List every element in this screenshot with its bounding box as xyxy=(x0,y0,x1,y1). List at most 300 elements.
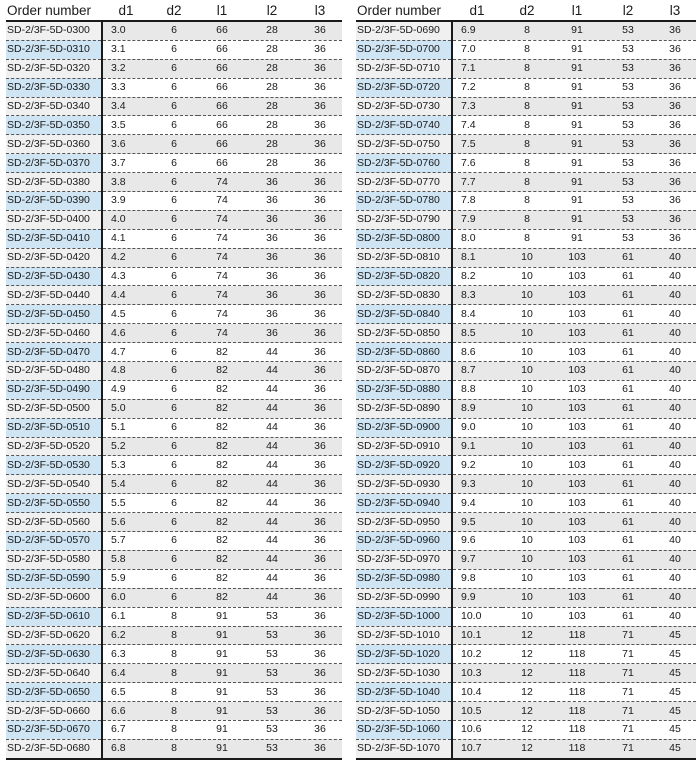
d2-cell: 6 xyxy=(150,21,198,40)
d2-cell: 6 xyxy=(150,550,198,569)
table-row xyxy=(356,702,696,721)
table-row xyxy=(6,437,342,456)
d2-cell: 10 xyxy=(502,569,552,588)
l1-cell: 91 xyxy=(552,78,602,97)
d2-cell: 8 xyxy=(502,192,552,211)
table-body-right xyxy=(356,21,696,759)
d1-cell: 5.3 xyxy=(102,456,150,475)
l2-cell: 28 xyxy=(246,135,298,154)
d1-cell: 3.7 xyxy=(102,154,150,173)
l2-cell: 53 xyxy=(246,607,298,626)
l3-cell: 40 xyxy=(654,456,696,475)
l1-cell: 82 xyxy=(198,513,246,532)
table-row xyxy=(356,683,696,702)
l2-cell: 36 xyxy=(246,286,298,305)
d1-cell: 9.5 xyxy=(452,513,502,532)
l1-cell: 118 xyxy=(552,683,602,702)
l2-cell: 71 xyxy=(602,645,654,664)
l3-cell: 36 xyxy=(298,645,342,664)
d2-cell: 10 xyxy=(502,380,552,399)
l3-cell: 40 xyxy=(654,380,696,399)
d2-cell: 10 xyxy=(502,248,552,267)
l2-cell: 44 xyxy=(246,494,298,513)
order-number-cell: SD-2/3F-5D-0820 xyxy=(356,267,452,286)
table-row xyxy=(6,702,342,721)
d1-cell: 3.1 xyxy=(102,40,150,59)
table-row xyxy=(356,154,696,173)
l1-cell: 91 xyxy=(552,97,602,116)
d1-cell: 5.1 xyxy=(102,418,150,437)
l3-cell: 45 xyxy=(654,702,696,721)
d2-cell: 8 xyxy=(150,626,198,645)
d1-cell: 4.1 xyxy=(102,229,150,248)
d2-cell: 6 xyxy=(150,362,198,381)
order-number-cell: SD-2/3F-5D-0700 xyxy=(356,40,452,59)
order-number-cell: SD-2/3F-5D-0530 xyxy=(6,456,102,475)
order-number-cell: SD-2/3F-5D-0600 xyxy=(6,588,102,607)
table-row xyxy=(356,286,696,305)
l3-cell: 40 xyxy=(654,475,696,494)
header-l2: l2 xyxy=(602,1,654,21)
d1-cell: 8.3 xyxy=(452,286,502,305)
d2-cell: 6 xyxy=(150,569,198,588)
table-row xyxy=(356,456,696,475)
order-number-cell: SD-2/3F-5D-0630 xyxy=(6,645,102,664)
d1-cell: 3.2 xyxy=(102,59,150,78)
l1-cell: 103 xyxy=(552,380,602,399)
l3-cell: 40 xyxy=(654,494,696,513)
l3-cell: 40 xyxy=(654,248,696,267)
table-row xyxy=(356,607,696,626)
d1-cell: 6.2 xyxy=(102,626,150,645)
l3-cell: 40 xyxy=(654,607,696,626)
l3-cell: 36 xyxy=(298,607,342,626)
l2-cell: 36 xyxy=(246,173,298,192)
order-number-cell: SD-2/3F-5D-0940 xyxy=(356,494,452,513)
l1-cell: 91 xyxy=(552,40,602,59)
table-row xyxy=(6,626,342,645)
d2-cell: 10 xyxy=(502,550,552,569)
d2-cell: 8 xyxy=(150,607,198,626)
l3-cell: 36 xyxy=(298,78,342,97)
l3-cell: 36 xyxy=(298,154,342,173)
d2-cell: 8 xyxy=(502,229,552,248)
order-number-cell: SD-2/3F-5D-0450 xyxy=(6,305,102,324)
table-row xyxy=(356,475,696,494)
l3-cell: 36 xyxy=(298,286,342,305)
l1-cell: 82 xyxy=(198,399,246,418)
header-l1: l1 xyxy=(552,1,602,21)
header-d1: d1 xyxy=(102,1,150,21)
l3-cell: 36 xyxy=(298,229,342,248)
table-row xyxy=(356,645,696,664)
d1-cell: 7.5 xyxy=(452,135,502,154)
table-row xyxy=(6,192,342,211)
order-number-cell: SD-2/3F-5D-0920 xyxy=(356,456,452,475)
d2-cell: 6 xyxy=(150,210,198,229)
d1-cell: 6.1 xyxy=(102,607,150,626)
l1-cell: 91 xyxy=(552,116,602,135)
order-number-cell: SD-2/3F-5D-0690 xyxy=(356,21,452,40)
l1-cell: 103 xyxy=(552,418,602,437)
order-number-cell: SD-2/3F-5D-0870 xyxy=(356,362,452,381)
l2-cell: 53 xyxy=(602,192,654,211)
d2-cell: 6 xyxy=(150,229,198,248)
table-row xyxy=(6,569,342,588)
l3-cell: 40 xyxy=(654,513,696,532)
d2-cell: 8 xyxy=(502,59,552,78)
table-row xyxy=(6,21,342,40)
table-row xyxy=(6,645,342,664)
table-row xyxy=(356,78,696,97)
d2-cell: 6 xyxy=(150,380,198,399)
d1-cell: 8.2 xyxy=(452,267,502,286)
l3-cell: 36 xyxy=(298,116,342,135)
l2-cell: 44 xyxy=(246,362,298,381)
d1-cell: 9.1 xyxy=(452,437,502,456)
l2-cell: 28 xyxy=(246,78,298,97)
d1-cell: 7.4 xyxy=(452,116,502,135)
l1-cell: 74 xyxy=(198,229,246,248)
l3-cell: 36 xyxy=(298,588,342,607)
order-number-cell: SD-2/3F-5D-0580 xyxy=(6,550,102,569)
l1-cell: 82 xyxy=(198,437,246,456)
header-d1: d1 xyxy=(452,1,502,21)
table-row xyxy=(356,437,696,456)
l3-cell: 36 xyxy=(298,569,342,588)
d1-cell: 10.5 xyxy=(452,702,502,721)
l1-cell: 103 xyxy=(552,513,602,532)
d2-cell: 6 xyxy=(150,418,198,437)
order-number-cell: SD-2/3F-5D-0840 xyxy=(356,305,452,324)
order-number-cell: SD-2/3F-5D-0650 xyxy=(6,683,102,702)
d1-cell: 6.8 xyxy=(102,739,150,758)
table-row xyxy=(6,154,342,173)
table-row xyxy=(6,40,342,59)
d2-cell: 6 xyxy=(150,173,198,192)
table-row xyxy=(6,532,342,551)
d1-cell: 8.4 xyxy=(452,305,502,324)
table-row xyxy=(356,248,696,267)
d2-cell: 6 xyxy=(150,513,198,532)
d2-cell: 12 xyxy=(502,720,552,739)
l1-cell: 82 xyxy=(198,550,246,569)
table-row xyxy=(6,324,342,343)
d2-cell: 8 xyxy=(150,645,198,664)
l2-cell: 71 xyxy=(602,720,654,739)
table-row xyxy=(6,78,342,97)
d2-cell: 10 xyxy=(502,494,552,513)
table-row xyxy=(356,343,696,362)
table-row xyxy=(356,513,696,532)
order-number-cell: SD-2/3F-5D-0670 xyxy=(6,720,102,739)
l3-cell: 40 xyxy=(654,550,696,569)
header-l3: l3 xyxy=(654,1,696,21)
table-row xyxy=(356,21,696,40)
order-number-cell: SD-2/3F-5D-0500 xyxy=(6,399,102,418)
l1-cell: 103 xyxy=(552,286,602,305)
l3-cell: 36 xyxy=(654,210,696,229)
l3-cell: 36 xyxy=(298,324,342,343)
table-row xyxy=(6,739,342,758)
l1-cell: 91 xyxy=(552,229,602,248)
table-body-left xyxy=(6,21,342,759)
d2-cell: 8 xyxy=(502,40,552,59)
table-row xyxy=(356,362,696,381)
l1-cell: 91 xyxy=(552,173,602,192)
l1-cell: 74 xyxy=(198,305,246,324)
d2-cell: 12 xyxy=(502,739,552,758)
l2-cell: 61 xyxy=(602,399,654,418)
table-header-row xyxy=(356,1,696,21)
l3-cell: 36 xyxy=(654,229,696,248)
l1-cell: 82 xyxy=(198,494,246,513)
table-row xyxy=(6,456,342,475)
l1-cell: 66 xyxy=(198,78,246,97)
table-row xyxy=(356,720,696,739)
d2-cell: 10 xyxy=(502,305,552,324)
d2-cell: 8 xyxy=(502,154,552,173)
l3-cell: 36 xyxy=(298,21,342,40)
l3-cell: 36 xyxy=(298,683,342,702)
order-number-cell: SD-2/3F-5D-0510 xyxy=(6,418,102,437)
d1-cell: 3.8 xyxy=(102,173,150,192)
l1-cell: 118 xyxy=(552,702,602,721)
l2-cell: 53 xyxy=(602,59,654,78)
d1-cell: 4.3 xyxy=(102,267,150,286)
table-row xyxy=(6,550,342,569)
d1-cell: 4.6 xyxy=(102,324,150,343)
d1-cell: 5.2 xyxy=(102,437,150,456)
l2-cell: 28 xyxy=(246,154,298,173)
l3-cell: 36 xyxy=(298,362,342,381)
l3-cell: 36 xyxy=(298,267,342,286)
d1-cell: 9.4 xyxy=(452,494,502,513)
order-number-cell: SD-2/3F-5D-1070 xyxy=(356,739,452,758)
l1-cell: 66 xyxy=(198,21,246,40)
d2-cell: 10 xyxy=(502,267,552,286)
l1-cell: 66 xyxy=(198,116,246,135)
d2-cell: 8 xyxy=(502,210,552,229)
l2-cell: 44 xyxy=(246,475,298,494)
d2-cell: 10 xyxy=(502,607,552,626)
d1-cell: 7.1 xyxy=(452,59,502,78)
l3-cell: 36 xyxy=(298,173,342,192)
d1-cell: 7.9 xyxy=(452,210,502,229)
d2-cell: 6 xyxy=(150,248,198,267)
order-number-cell: SD-2/3F-5D-0910 xyxy=(356,437,452,456)
order-number-cell: SD-2/3F-5D-0300 xyxy=(6,21,102,40)
table-row xyxy=(356,324,696,343)
order-number-cell: SD-2/3F-5D-0470 xyxy=(6,343,102,362)
l3-cell: 40 xyxy=(654,267,696,286)
table-row xyxy=(356,59,696,78)
d1-cell: 8.7 xyxy=(452,362,502,381)
l3-cell: 36 xyxy=(654,116,696,135)
l1-cell: 82 xyxy=(198,418,246,437)
d2-cell: 10 xyxy=(502,418,552,437)
l2-cell: 53 xyxy=(602,21,654,40)
l1-cell: 74 xyxy=(198,324,246,343)
d2-cell: 12 xyxy=(502,645,552,664)
l2-cell: 53 xyxy=(602,210,654,229)
l1-cell: 91 xyxy=(198,645,246,664)
l2-cell: 28 xyxy=(246,97,298,116)
d1-cell: 4.0 xyxy=(102,210,150,229)
l3-cell: 36 xyxy=(298,720,342,739)
l3-cell: 36 xyxy=(298,475,342,494)
l2-cell: 61 xyxy=(602,267,654,286)
l1-cell: 103 xyxy=(552,305,602,324)
l2-cell: 36 xyxy=(246,248,298,267)
l1-cell: 103 xyxy=(552,343,602,362)
l1-cell: 118 xyxy=(552,720,602,739)
table-row xyxy=(356,305,696,324)
d2-cell: 6 xyxy=(150,40,198,59)
l2-cell: 44 xyxy=(246,399,298,418)
l3-cell: 36 xyxy=(298,59,342,78)
l3-cell: 36 xyxy=(298,550,342,569)
l2-cell: 61 xyxy=(602,475,654,494)
l2-cell: 28 xyxy=(246,59,298,78)
d1-cell: 10.0 xyxy=(452,607,502,626)
order-number-cell: SD-2/3F-5D-0310 xyxy=(6,40,102,59)
l2-cell: 61 xyxy=(602,286,654,305)
order-number-cell: SD-2/3F-5D-0890 xyxy=(356,399,452,418)
l3-cell: 45 xyxy=(654,683,696,702)
d2-cell: 12 xyxy=(502,683,552,702)
d1-cell: 9.3 xyxy=(452,475,502,494)
d1-cell: 8.1 xyxy=(452,248,502,267)
d2-cell: 10 xyxy=(502,513,552,532)
d1-cell: 9.7 xyxy=(452,550,502,569)
l3-cell: 36 xyxy=(298,626,342,645)
l1-cell: 74 xyxy=(198,286,246,305)
l2-cell: 53 xyxy=(246,664,298,683)
table-row xyxy=(356,569,696,588)
table-row xyxy=(356,380,696,399)
order-number-cell: SD-2/3F-5D-0490 xyxy=(6,380,102,399)
table-row xyxy=(6,248,342,267)
order-number-cell: SD-2/3F-5D-0420 xyxy=(6,248,102,267)
order-number-cell: SD-2/3F-5D-0880 xyxy=(356,380,452,399)
table-row xyxy=(356,97,696,116)
table-row xyxy=(6,607,342,626)
table-row xyxy=(6,97,342,116)
order-number-cell: SD-2/3F-5D-0330 xyxy=(6,78,102,97)
l2-cell: 61 xyxy=(602,324,654,343)
order-number-cell: SD-2/3F-5D-0380 xyxy=(6,173,102,192)
d1-cell: 7.3 xyxy=(452,97,502,116)
table-row xyxy=(6,343,342,362)
order-number-cell: SD-2/3F-5D-0900 xyxy=(356,418,452,437)
l3-cell: 40 xyxy=(654,588,696,607)
l1-cell: 66 xyxy=(198,135,246,154)
table-row xyxy=(6,683,342,702)
l3-cell: 36 xyxy=(654,97,696,116)
table-row xyxy=(6,475,342,494)
d1-cell: 9.0 xyxy=(452,418,502,437)
l3-cell: 36 xyxy=(654,59,696,78)
d2-cell: 6 xyxy=(150,456,198,475)
l2-cell: 61 xyxy=(602,532,654,551)
l1-cell: 118 xyxy=(552,645,602,664)
order-number-cell: SD-2/3F-5D-0480 xyxy=(6,362,102,381)
d1-cell: 4.4 xyxy=(102,286,150,305)
table-row xyxy=(356,267,696,286)
l3-cell: 40 xyxy=(654,399,696,418)
order-number-cell: SD-2/3F-5D-0970 xyxy=(356,550,452,569)
l3-cell: 36 xyxy=(298,97,342,116)
l2-cell: 71 xyxy=(602,739,654,758)
d2-cell: 6 xyxy=(150,116,198,135)
l2-cell: 53 xyxy=(602,97,654,116)
d2-cell: 10 xyxy=(502,588,552,607)
header-l1: l1 xyxy=(198,1,246,21)
order-number-cell: SD-2/3F-5D-0710 xyxy=(356,59,452,78)
l2-cell: 44 xyxy=(246,532,298,551)
d1-cell: 10.2 xyxy=(452,645,502,664)
l2-cell: 53 xyxy=(246,626,298,645)
l2-cell: 61 xyxy=(602,305,654,324)
d1-cell: 5.8 xyxy=(102,550,150,569)
l2-cell: 36 xyxy=(246,210,298,229)
l1-cell: 91 xyxy=(552,59,602,78)
order-number-cell: SD-2/3F-5D-0400 xyxy=(6,210,102,229)
l3-cell: 36 xyxy=(298,494,342,513)
l3-cell: 36 xyxy=(298,305,342,324)
order-number-cell: SD-2/3F-5D-0960 xyxy=(356,532,452,551)
d2-cell: 6 xyxy=(150,97,198,116)
l2-cell: 28 xyxy=(246,40,298,59)
order-number-cell: SD-2/3F-5D-0640 xyxy=(6,664,102,683)
d2-cell: 6 xyxy=(150,192,198,211)
d2-cell: 8 xyxy=(150,664,198,683)
d2-cell: 6 xyxy=(150,399,198,418)
d2-cell: 10 xyxy=(502,475,552,494)
l1-cell: 103 xyxy=(552,267,602,286)
d1-cell: 6.5 xyxy=(102,683,150,702)
d2-cell: 6 xyxy=(150,59,198,78)
table-row xyxy=(356,173,696,192)
d1-cell: 3.9 xyxy=(102,192,150,211)
l2-cell: 71 xyxy=(602,683,654,702)
d1-cell: 3.3 xyxy=(102,78,150,97)
l1-cell: 103 xyxy=(552,456,602,475)
d1-cell: 4.2 xyxy=(102,248,150,267)
l2-cell: 53 xyxy=(602,229,654,248)
d2-cell: 6 xyxy=(150,305,198,324)
table-row xyxy=(6,399,342,418)
l2-cell: 61 xyxy=(602,248,654,267)
order-number-cell: SD-2/3F-5D-0320 xyxy=(6,59,102,78)
d1-cell: 10.1 xyxy=(452,626,502,645)
d2-cell: 8 xyxy=(502,173,552,192)
table-row xyxy=(356,739,696,758)
table-row xyxy=(6,59,342,78)
order-number-cell: SD-2/3F-5D-0790 xyxy=(356,210,452,229)
l2-cell: 53 xyxy=(602,173,654,192)
l3-cell: 40 xyxy=(654,532,696,551)
d2-cell: 12 xyxy=(502,702,552,721)
l1-cell: 103 xyxy=(552,399,602,418)
l2-cell: 53 xyxy=(246,720,298,739)
d2-cell: 6 xyxy=(150,588,198,607)
l2-cell: 53 xyxy=(246,683,298,702)
l3-cell: 36 xyxy=(298,343,342,362)
table-row xyxy=(356,399,696,418)
l1-cell: 91 xyxy=(552,154,602,173)
